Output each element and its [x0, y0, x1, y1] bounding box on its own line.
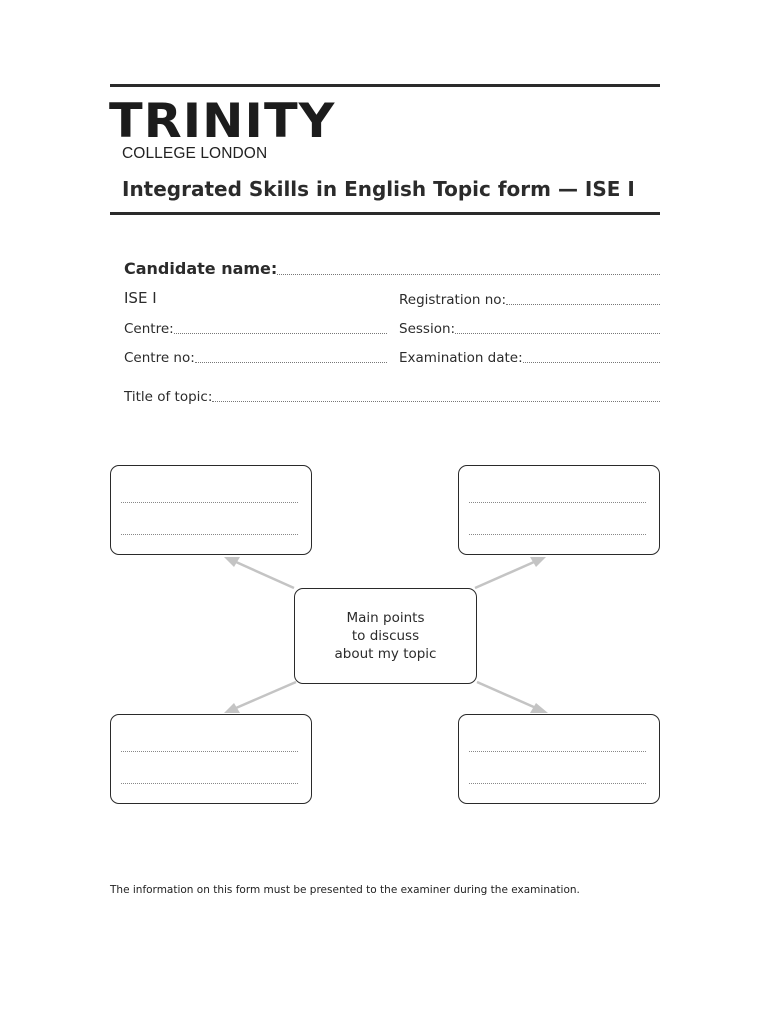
writing-line[interactable]	[469, 534, 646, 535]
footer-note: The information on this form must be presented to the examiner during the examination.	[110, 884, 580, 896]
writing-line[interactable]	[469, 502, 646, 503]
level-label: ISE I	[124, 289, 157, 307]
arrow-bottom-right	[477, 682, 536, 708]
topic-box-bottom-right[interactable]	[458, 714, 660, 804]
topic-box-bottom-left[interactable]	[110, 714, 312, 804]
writing-line[interactable]	[121, 783, 298, 784]
arrow-top-left	[236, 562, 294, 588]
writing-line[interactable]	[469, 751, 646, 752]
arrowhead-bottom-right	[530, 703, 548, 713]
topic-box-top-left[interactable]	[110, 465, 312, 555]
writing-line[interactable]	[121, 502, 298, 503]
centre-label: Centre:	[124, 321, 174, 337]
form-title: Integrated Skills in English Topic form — ISE I	[122, 177, 635, 201]
logo-subtitle: COLLEGE LONDON	[122, 145, 268, 162]
examination-date-label: Examination date:	[399, 350, 523, 366]
session-label: Session:	[399, 321, 456, 337]
main-points-box	[294, 588, 477, 684]
arrow-top-right	[475, 562, 534, 588]
candidate-name-label: Candidate name:	[124, 259, 278, 278]
topic-box-top-right[interactable]	[458, 465, 660, 555]
writing-line[interactable]	[121, 534, 298, 535]
registration-no-label: Registration no:	[399, 292, 507, 308]
arrow-bottom-left	[236, 682, 296, 708]
writing-line[interactable]	[469, 783, 646, 784]
title-of-topic-label: Title of topic:	[124, 389, 213, 405]
centre-no-label: Centre no:	[124, 350, 195, 366]
trinity-logo: TRINITY	[109, 94, 336, 149]
writing-line[interactable]	[121, 751, 298, 752]
main-points-text: Main points to discuss about my topic	[334, 610, 437, 662]
